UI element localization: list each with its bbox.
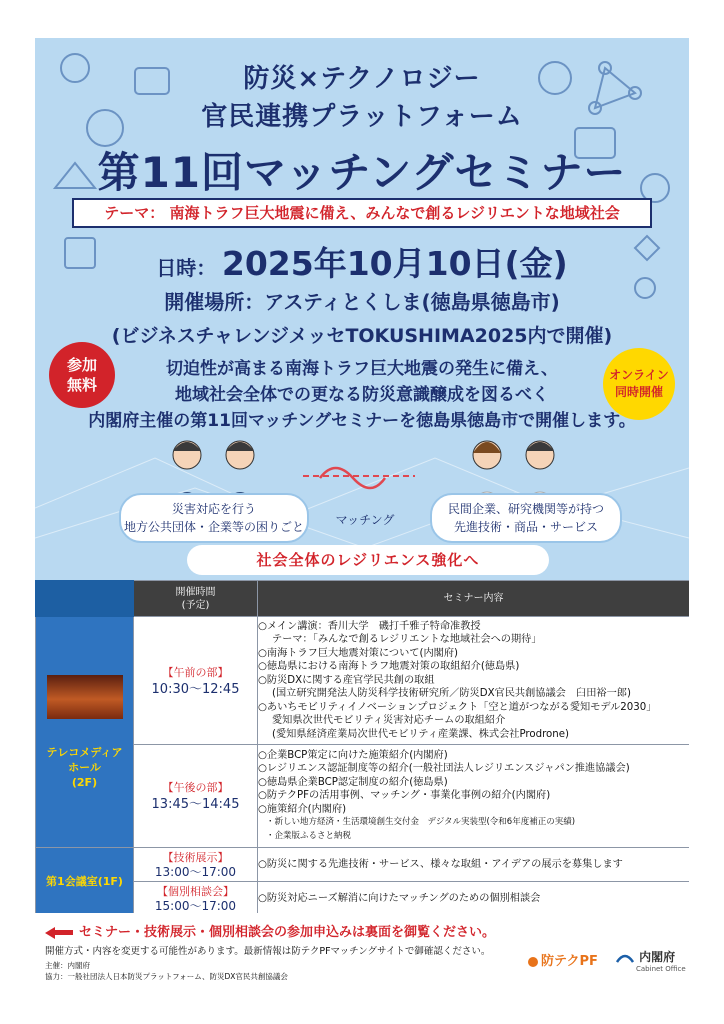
botech-pf-logo	[528, 950, 598, 969]
online-badge-line2: 同時開催	[614, 385, 663, 399]
header-content: セミナー内容	[258, 581, 690, 617]
content-line: ○防災DXに関する産官学民共創の取組	[258, 674, 435, 686]
consult-time-value: 15:00〜17:00	[154, 898, 237, 913]
content-line: ○メイン講演：香川大学 磯打千雅子特命准教授	[258, 620, 481, 632]
morning-session-time	[134, 617, 258, 745]
header-time-sub: (予定)	[181, 599, 210, 611]
exhibit-content: ○防災に関する先進技術・サービス、様々な取組・アイデアの展示を募集します	[258, 848, 690, 882]
bubble-left-line1: 災害対応を行う	[171, 502, 256, 516]
header-time-label: 開催時間	[175, 586, 216, 598]
venue-subtitle: (ビジネスチャレンジメッセTOKUSHIMA2025内で開催)	[111, 325, 613, 347]
content-line: ○南海トラフ巨大地震対策について(内閣府)	[258, 647, 459, 659]
exhibit-time-value: 13:00〜17:00	[154, 864, 237, 879]
content-line: 愛知県次世代モビリティ災害対応チームの取組紹介	[272, 715, 506, 727]
table-corner	[36, 581, 134, 617]
free-badge-line1: 参加	[66, 356, 97, 374]
room1-line1: テレコメディア	[46, 745, 123, 759]
content-line: ○レジリエンス認証制度等の紹介(一般社団法人レジリエンスジャパン推進協議会)	[258, 763, 630, 775]
room1-line3: (2F)	[71, 775, 98, 789]
content-line: ○防テクPFの活用事例、マッチング・事業化事例の紹介(内閣府)	[258, 790, 551, 802]
content-line: (国立研究開発法人防災科学技術研究所／防災DX官民共創協議会 臼田裕一郎)	[272, 688, 631, 700]
table-row	[36, 848, 690, 882]
content-line: ・企業版ふるさと納税	[266, 830, 352, 841]
bubble-left-line2: 地方公共団体・企業等の困りごと	[123, 520, 304, 534]
content-line: (愛知県経済産業局次世代モビリティ産業課、株式会社Prodrone)	[272, 728, 569, 740]
consult-time	[134, 882, 258, 914]
application-note-text: セミナー・技術展示・個別相談会の参加申込みは裏面を御覧ください。	[79, 925, 496, 940]
room-meeting-1: 第1会議室(1F)	[36, 848, 134, 914]
cabinet-office-jp: 内閣府	[639, 950, 676, 964]
afternoon-time: 13:45〜14:45	[151, 797, 240, 812]
logo-dot-icon	[528, 957, 538, 967]
cabinet-office-logo	[616, 946, 686, 973]
consult-content: ○防災対応ニーズ解消に向けたマッチングのための個別相談会	[258, 882, 690, 914]
cabinet-office-en: Cabinet Office	[636, 965, 686, 973]
exhibit-label: 【技術展示】	[162, 850, 229, 864]
content-line: ・新しい地方経済・生活環境創生交付金 デジタル実装型(令和6年度補正の実績)	[266, 817, 576, 828]
content-line: ○徳島県企業BCP認定制度の紹介(徳島県)	[258, 776, 448, 788]
schedule-table	[35, 580, 689, 913]
seminar-title: 第11回マッチングセミナー	[97, 148, 627, 197]
arrow-bar	[55, 930, 73, 935]
header-time	[134, 581, 258, 617]
poster-panel	[35, 38, 689, 913]
local-government-bubble	[119, 493, 309, 543]
intro-line: 内閣府主催の第11回マッチングセミナーを徳島県徳島市で開催します。	[88, 411, 636, 431]
bubble-right-line1: 民間企業、研究機関等が持つ	[447, 502, 604, 516]
afternoon-session-time	[134, 745, 258, 848]
hall-photo	[47, 675, 123, 719]
morning-time: 10:30〜12:45	[151, 681, 240, 697]
content-line: ○企業BCP策定に向けた施策紹介(内閣府)	[258, 749, 448, 761]
room1-line2: ホール	[68, 760, 101, 774]
event-date	[35, 238, 689, 285]
title-line2: 官民連携プラットフォーム	[201, 102, 523, 132]
cooperation: 協力：一般社団法人日本防災プラットフォーム、防災DX官民共創協議会	[45, 972, 288, 981]
private-sector-bubble	[430, 493, 622, 543]
logo-pf-text: 防テクPF	[541, 954, 598, 969]
content-line: ○あいちモビリティイノベーションプロジェクト「空と道がつながる愛知モデル2030」	[258, 701, 657, 713]
content-line: ○徳島県における南海トラフ地震対策の取組紹介(徳島県)	[258, 661, 520, 673]
cabinet-office-icon	[616, 950, 634, 964]
morning-label: 【午前の部】	[162, 665, 229, 679]
change-notice: 開催方式・内容を変更する可能性があります。最新情報は防テクPFマッチングサイトで御確認ください。	[45, 946, 491, 957]
online-badge-line1: オンライン	[609, 368, 669, 382]
bubble-right-line2: 先進技術・商品・サービス	[453, 520, 598, 534]
arrow-left-icon	[45, 927, 55, 939]
content-line: ○施策紹介(内閣府)	[258, 803, 347, 815]
afternoon-session-content	[258, 745, 690, 848]
date-label: 日時：	[156, 256, 217, 280]
venue: 開催場所：アスティとくしま(徳島県徳島市)	[164, 290, 560, 314]
content-line: テーマ：「みんなで創るレジリエントな地域社会への期待」	[272, 634, 542, 646]
morning-session-content	[258, 617, 690, 745]
table-header-row	[36, 581, 690, 617]
date-value: 2025年10月10日(金)	[221, 244, 568, 283]
free-badge-line2: 無料	[66, 376, 97, 394]
table-row	[36, 617, 690, 745]
resilience-banner: 社会全体のレジリエンス強化へ	[187, 545, 549, 575]
exhibit-time	[134, 848, 258, 882]
matching-label: マッチング	[335, 513, 395, 527]
title-line1: 防災×テクノロジー	[243, 64, 481, 94]
room-telecom-hall	[36, 617, 134, 848]
consult-label: 【個別相談会】	[157, 884, 234, 898]
organizer: 主催：内閣府	[45, 961, 90, 970]
afternoon-label: 【午後の部】	[162, 781, 229, 794]
intro-line: 地域社会全体での更なる防災意識醸成を図るべく	[175, 385, 549, 405]
table-row	[36, 745, 690, 848]
intro-line: 切迫性が高まる南海トラフ巨大地震の発生に備え、	[165, 359, 559, 379]
table-row	[36, 882, 690, 914]
application-note	[45, 921, 495, 940]
theme-banner: テーマ： 南海トラフ巨大地震に備え、みんなで創るレジリエントな地域社会	[72, 198, 652, 228]
